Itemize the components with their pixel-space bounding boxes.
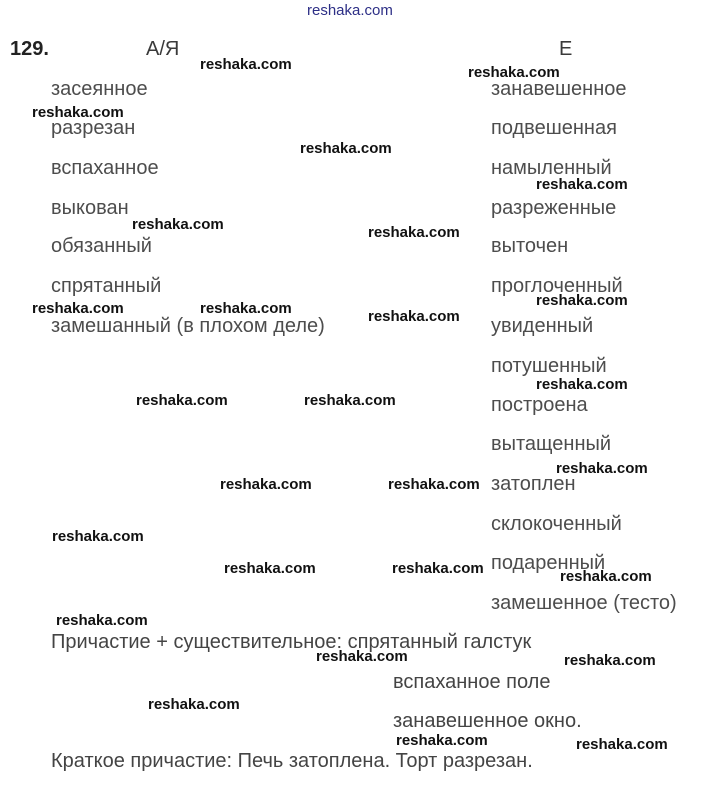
right-word: вытащенный	[491, 433, 612, 455]
watermark: reshaka.com	[536, 376, 628, 393]
left-word: разрезан	[51, 117, 136, 139]
watermark-top: reshaka.com	[307, 2, 393, 19]
left-word: замешанный (в плохом деле)	[51, 315, 325, 337]
watermark: reshaka.com	[148, 696, 240, 713]
watermark: reshaka.com	[556, 460, 648, 477]
right-word: увиденный	[491, 315, 594, 337]
watermark: reshaka.com	[316, 648, 408, 665]
watermark: reshaka.com	[224, 560, 316, 577]
right-word: затоплен	[491, 473, 576, 495]
right-word: подвешенная	[491, 117, 617, 139]
watermark: reshaka.com	[576, 736, 668, 753]
right-word: подаренный	[491, 552, 606, 574]
right-word: склокоченный	[491, 513, 622, 535]
watermark: reshaka.com	[220, 476, 312, 493]
watermark: reshaka.com	[300, 140, 392, 157]
right-word: намыленный	[491, 157, 612, 179]
left-word: выкован	[51, 197, 129, 219]
column-header-right: Е	[559, 38, 573, 60]
watermark: reshaka.com	[392, 560, 484, 577]
participle-noun-line: Причастие + существительное: спрятанный галстук	[51, 631, 532, 653]
watermark: reshaka.com	[32, 300, 124, 317]
short-participle-line: Краткое причастие: Печь затоплена. Торт разрезан.	[51, 750, 533, 772]
watermark: reshaka.com	[368, 224, 460, 241]
participle-noun-line: вспаханное поле	[393, 671, 551, 693]
right-word: построена	[491, 394, 588, 416]
watermark: reshaka.com	[200, 56, 292, 73]
watermark: reshaka.com	[468, 64, 560, 81]
watermark: reshaka.com	[388, 476, 480, 493]
watermark: reshaka.com	[560, 568, 652, 585]
right-word: выточен	[491, 235, 569, 257]
right-word: занавешенное	[491, 78, 627, 100]
watermark: reshaka.com	[200, 300, 292, 317]
left-word: обязанный	[51, 235, 152, 257]
left-word: спрятанный	[51, 275, 162, 297]
watermark: reshaka.com	[56, 612, 148, 629]
column-header-left: А/Я	[146, 38, 180, 60]
left-word: засеянное	[51, 78, 148, 100]
watermark: reshaka.com	[368, 308, 460, 325]
right-word: потушенный	[491, 355, 607, 377]
watermark: reshaka.com	[564, 652, 656, 669]
watermark: reshaka.com	[136, 392, 228, 409]
watermark: reshaka.com	[52, 528, 144, 545]
right-word: замешенное (тесто)	[491, 592, 677, 614]
left-word: вспаханное	[51, 157, 159, 179]
exercise-number: 129.	[10, 38, 49, 60]
watermark: reshaka.com	[396, 732, 488, 749]
watermark: reshaka.com	[536, 176, 628, 193]
right-word: разреженные	[491, 197, 617, 219]
right-word: проглоченный	[491, 275, 623, 297]
watermark: reshaka.com	[32, 104, 124, 121]
watermark: reshaka.com	[132, 216, 224, 233]
participle-noun-line: занавешенное окно.	[393, 710, 582, 732]
watermark: reshaka.com	[304, 392, 396, 409]
watermark: reshaka.com	[536, 292, 628, 309]
